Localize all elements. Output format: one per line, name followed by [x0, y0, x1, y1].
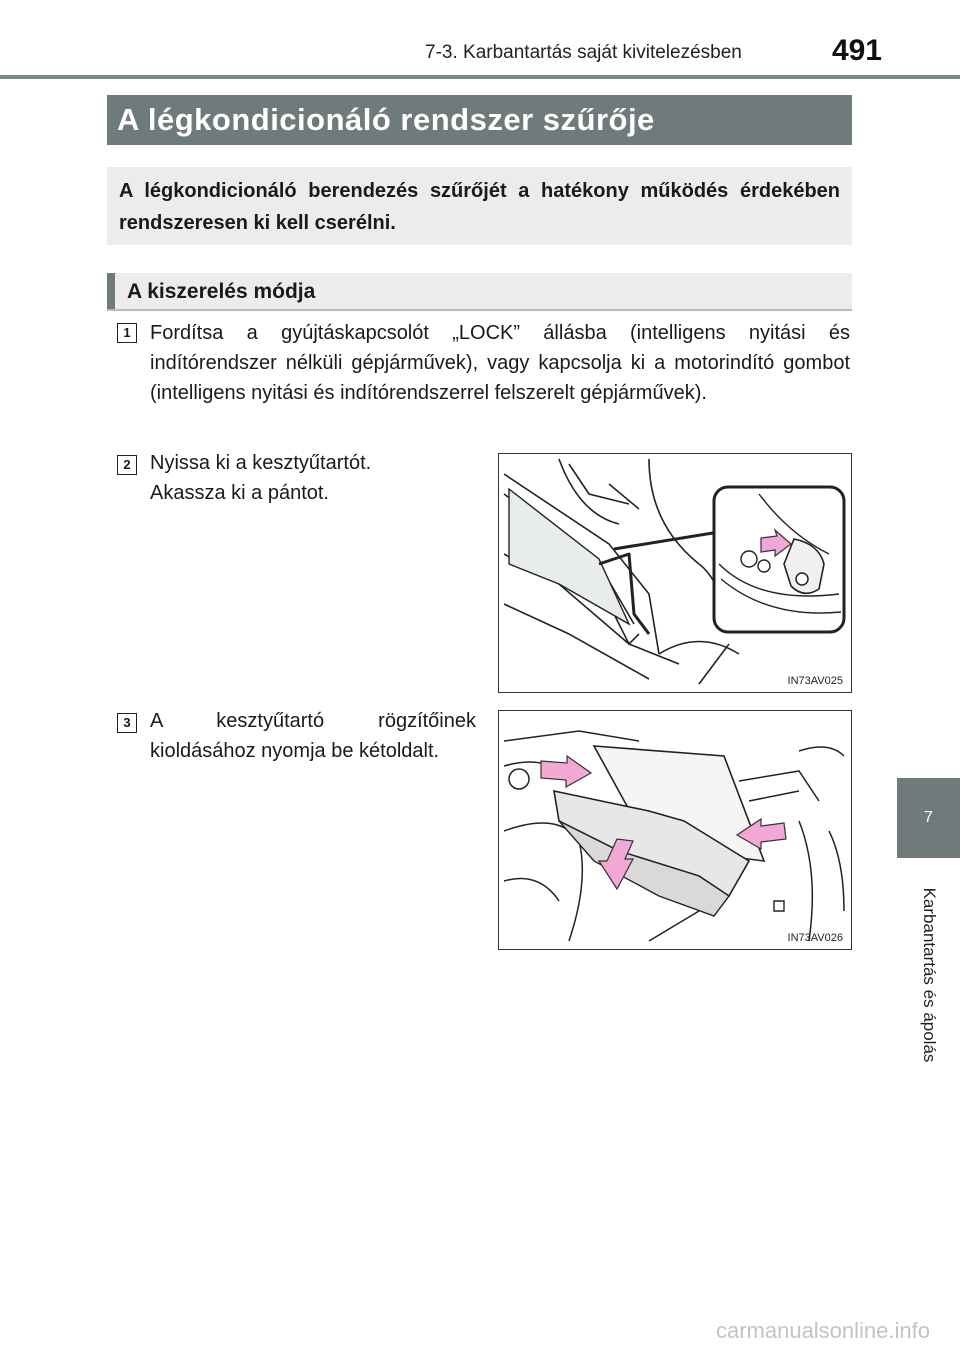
side-tab-label-text: Karbantartás és ápolás — [919, 887, 939, 1063]
subheading-label: A kiszerelés módja — [127, 280, 316, 303]
glovebox-release-illustration — [499, 711, 850, 948]
subheading-bar — [107, 273, 852, 311]
step-2-line-1: Nyissa ki a kesztyűtartót. — [150, 452, 372, 474]
step-1-text: Fordítsa a gyújtáskapcsolót „LOCK” állásba (intelligens nyitási és indítórendszer nélküli gépjárművek), vagy kapcsolja ki a motorindító gombot (intelligens nyitási és indítórendszerrel felszerelt gépjárművek). — [150, 322, 850, 404]
page-title: A légkondicionáló rendszer szűrője — [107, 95, 852, 145]
page-number: 491 — [831, 34, 882, 67]
step-3-text: A kesztyűtartó rögzítőinek kioldásához nyomja be kétoldalt. — [150, 710, 476, 762]
subheading-accent — [107, 273, 115, 309]
figure-glovebox-release — [498, 710, 852, 950]
figure-2-code: IN73AV026 — [787, 932, 843, 944]
header-rule — [0, 75, 960, 79]
step-2-line-2: Akassza ki a pántot. — [150, 482, 329, 504]
step-1-number: 1 — [117, 323, 137, 343]
side-tab-chapter-number: 7 — [897, 778, 960, 858]
intro-box: A légkondicionáló berendezés szűrőjét a hatékony működés érdekében rendszeresen ki kell cserélni. — [107, 167, 852, 245]
figure-1-code: IN73AV025 — [787, 675, 843, 687]
glovebox-strap-illustration — [499, 454, 850, 691]
step-3-number: 3 — [117, 713, 137, 733]
step-2-number: 2 — [117, 455, 137, 475]
figure-glovebox-strap — [498, 453, 852, 693]
side-tab-label — [897, 860, 960, 1090]
header-section-title: 7-3. Karbantartás saját kivitelezésben — [425, 42, 742, 63]
watermark: carmanualsonline.info — [715, 1318, 930, 1343]
